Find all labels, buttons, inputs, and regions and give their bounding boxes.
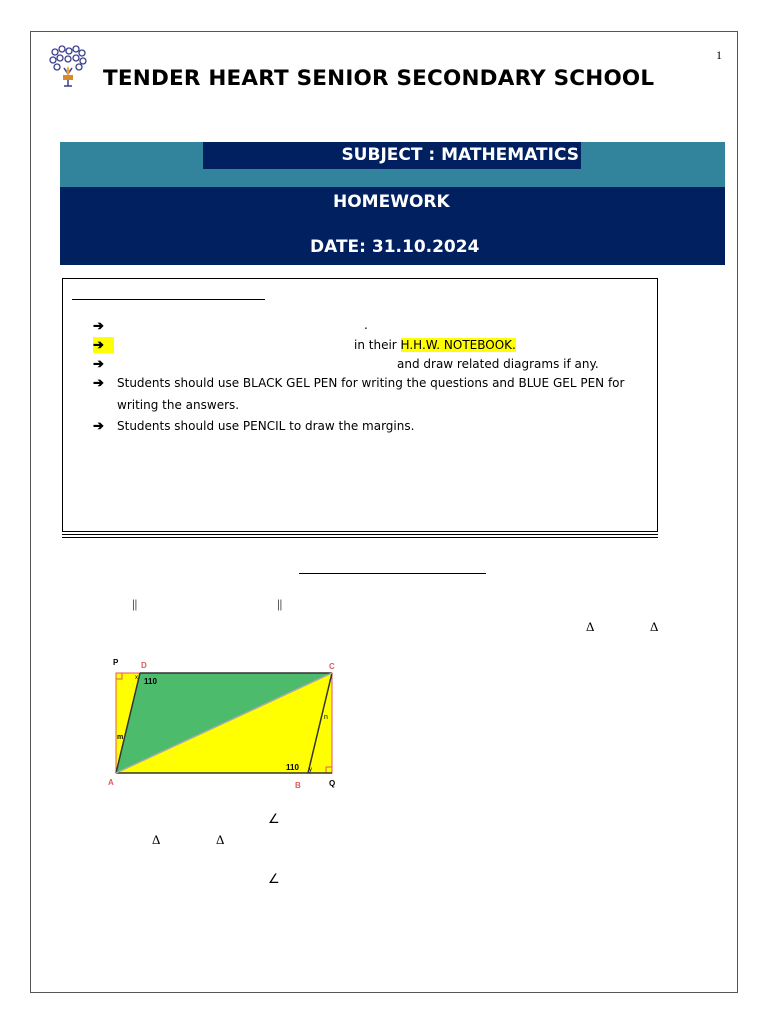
instruction-item-1: . [364, 318, 368, 332]
triangle-symbol: Δ [216, 832, 225, 847]
homework-date: DATE: 31.10.2024 [310, 237, 480, 257]
school-name: TENDER HEART SENIOR SECONDARY SCHOOL [103, 66, 655, 91]
angle-symbol: ∠ [268, 871, 280, 886]
arrow-icon: ➔ [93, 356, 104, 371]
label-P: P [113, 658, 119, 667]
arrow-icon: ➔ [93, 418, 104, 433]
instruction-item-3: and draw related diagrams if any. [397, 357, 599, 371]
notebook-highlight: H.H.W. NOTEBOOK. [400, 338, 516, 352]
divider-line [62, 534, 658, 535]
question-heading-underline [299, 573, 486, 574]
subject-title: SUBJECT : MATHEMATICS [203, 142, 581, 169]
instruction-item-4-line1: Students should use BLACK GEL PEN for writing the questions and BLUE GEL PEN for [117, 376, 625, 390]
page-number: 1 [716, 48, 722, 62]
label-D: D [141, 661, 147, 670]
label-A: A [108, 778, 114, 787]
label-C: C [329, 662, 335, 671]
angle-label-bottom: 110 [286, 763, 299, 772]
angle-label-top: 110 [144, 677, 157, 686]
label-Q: Q [329, 779, 336, 788]
label-n: n [324, 714, 328, 721]
label-y: y [309, 767, 312, 773]
homework-title: HOMEWORK [333, 192, 450, 212]
divider-line [62, 537, 658, 538]
angle-symbol: ∠ [268, 811, 280, 826]
label-m: m [117, 734, 124, 741]
school-logo-icon [47, 44, 89, 88]
instruction-item-5: Students should use PENCIL to draw the margins. [117, 419, 415, 433]
arrow-icon: ➔ [93, 318, 104, 333]
parallel-symbol: || [277, 596, 283, 611]
triangle-symbol: Δ [152, 832, 161, 847]
triangle-symbol: Δ [586, 619, 595, 634]
arrow-icon: ➔ [93, 375, 104, 390]
instruction-item-4-line2: writing the answers. [117, 398, 240, 412]
arrow-icon: ➔ [93, 337, 114, 353]
label-x: x [135, 675, 138, 681]
parallel-symbol: || [132, 596, 138, 611]
triangle-symbol: Δ [650, 619, 659, 634]
instruction-item-2: in their H.H.W. NOTEBOOK. [354, 338, 516, 352]
instructions-heading-underline [72, 299, 265, 300]
parallelogram-diagram [103, 656, 353, 792]
label-B: B [295, 781, 301, 790]
